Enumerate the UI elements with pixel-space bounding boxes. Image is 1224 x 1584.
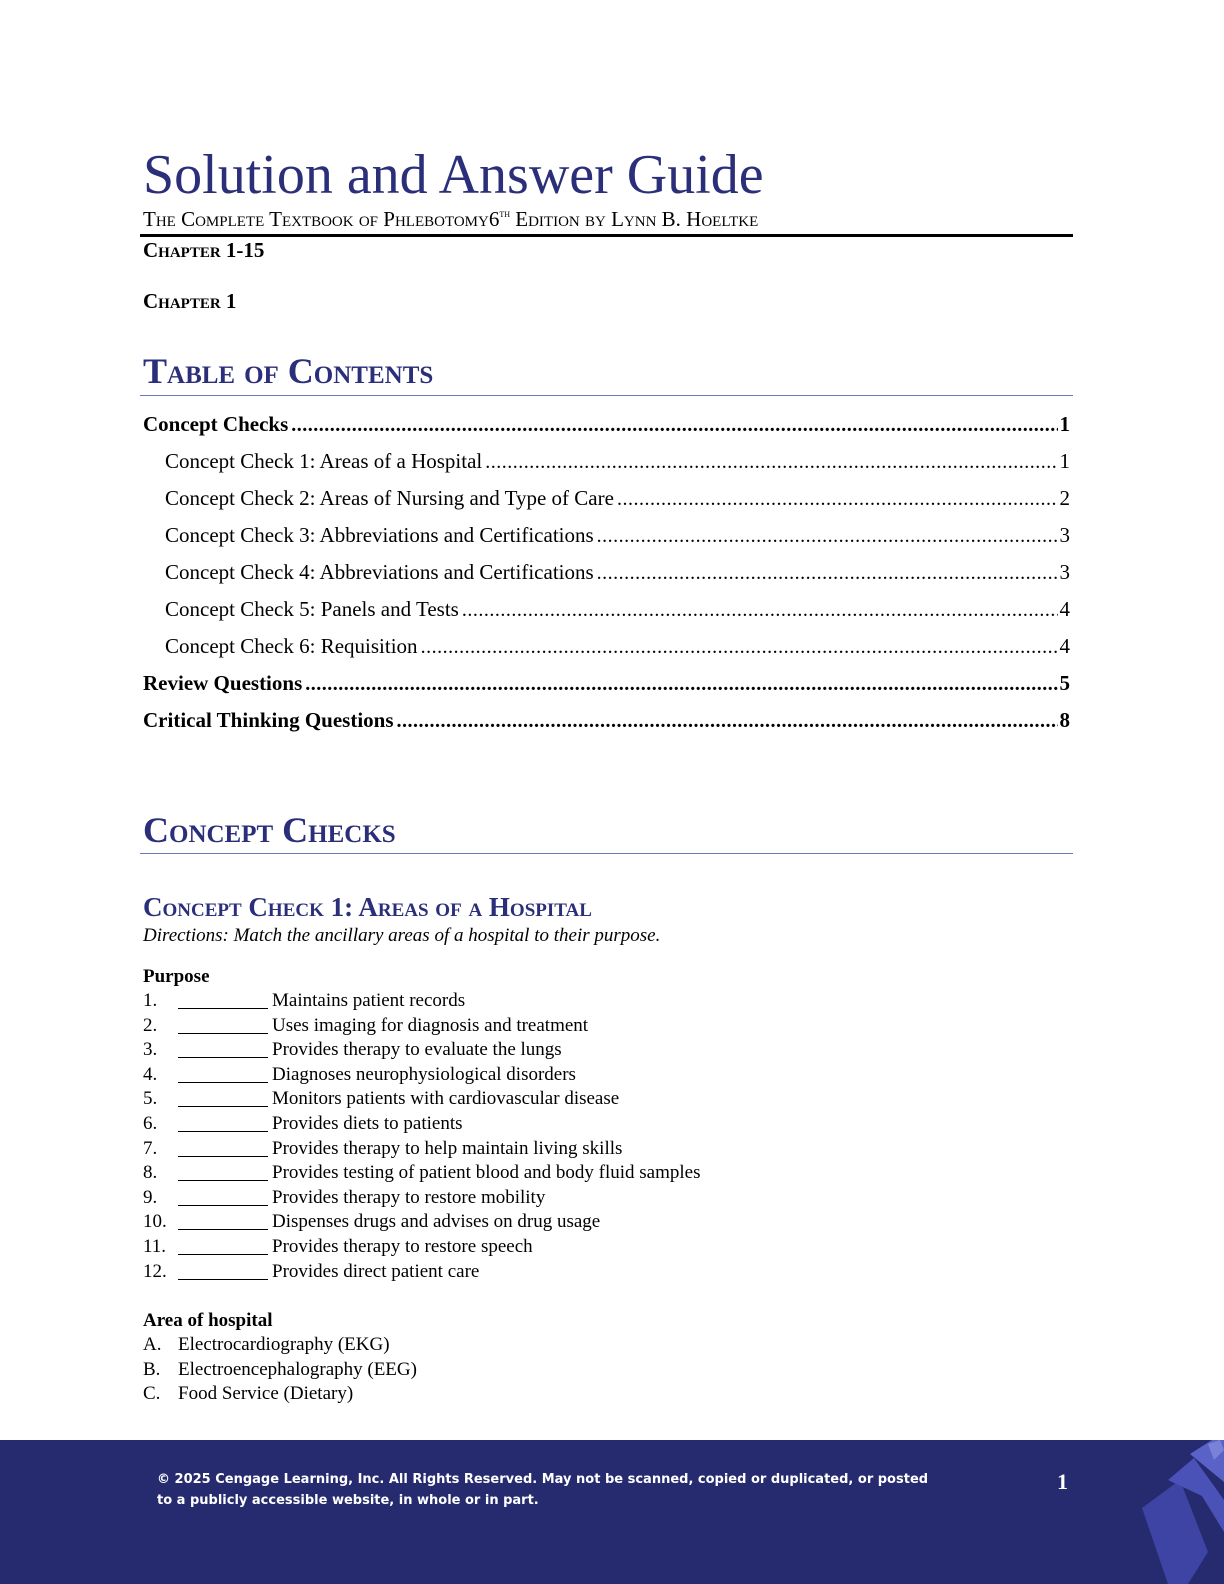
area-item <box>143 1358 417 1383</box>
toc-entry-page: 2 <box>1059 486 1070 510</box>
toc-entry-page: 8 <box>1059 708 1070 732</box>
purpose-text: Provides therapy to help maintain living skills <box>272 1137 623 1159</box>
toc-dot-leader <box>597 555 1058 592</box>
toc-entry-page: 1 <box>1059 449 1070 473</box>
answer-blank[interactable] <box>178 1014 268 1034</box>
purpose-number: 12. <box>143 1260 167 1282</box>
toc-entry[interactable] <box>143 517 1070 554</box>
purpose-item <box>143 1161 701 1186</box>
toc-entry-label: Concept Check 5: Panels and Tests <box>165 597 459 621</box>
toc-entry[interactable] <box>143 628 1070 665</box>
toc-dot-leader <box>597 518 1058 555</box>
toc-entry-page: 4 <box>1059 634 1070 658</box>
purpose-text: Maintains patient records <box>272 990 466 1011</box>
document-title: Solution and Answer Guide <box>143 144 764 206</box>
purpose-item <box>143 1210 701 1235</box>
answer-blank[interactable] <box>178 1112 268 1132</box>
purpose-item <box>143 1186 701 1211</box>
toc-entry[interactable] <box>143 406 1070 443</box>
toc-entry[interactable] <box>143 665 1070 702</box>
purpose-number: 10. <box>143 1211 167 1233</box>
purpose-number: 7. <box>143 1137 158 1159</box>
directions-text: Directions: Match the ancillary areas of a hospital to their purpose. <box>143 925 661 946</box>
answer-blank[interactable] <box>178 1063 268 1083</box>
answer-blank[interactable] <box>178 1210 268 1230</box>
toc-entry-label: Concept Check 3: Abbreviations and Certifications <box>165 523 594 547</box>
toc-entry-page: 3 <box>1059 523 1070 547</box>
page-number: 1 <box>1057 1469 1068 1494</box>
chapter-label: Chapter 1 <box>143 289 237 313</box>
header-rule <box>140 234 1073 237</box>
purpose-number: 11. <box>143 1235 167 1257</box>
answer-blank[interactable] <box>178 989 268 1009</box>
toc-entry-page: 4 <box>1059 597 1070 621</box>
area-text: Electroencephalography (EEG) <box>178 1358 417 1380</box>
subtitle-main: The Complete Textbook of Phlebotomy6 <box>143 207 500 231</box>
toc-entry[interactable] <box>143 480 1070 517</box>
answer-blank[interactable] <box>178 1087 268 1107</box>
answer-blank[interactable] <box>178 1260 268 1280</box>
area-label: Area of hospital <box>143 1310 273 1331</box>
purpose-item <box>143 1063 701 1088</box>
toc-entry[interactable] <box>143 443 1070 480</box>
toc-entry[interactable] <box>143 554 1070 591</box>
purpose-text: Provides therapy to evaluate the lungs <box>272 1039 562 1061</box>
purpose-item <box>143 989 701 1014</box>
area-item <box>143 1333 417 1358</box>
toc-entry-label: Concept Check 2: Areas of Nursing and Type of Care <box>165 486 614 510</box>
toc-dot-leader <box>617 481 1058 518</box>
toc-dot-leader <box>485 444 1057 481</box>
toc-entry-page: 5 <box>1059 671 1070 695</box>
toc-dot-leader <box>421 629 1058 666</box>
toc-dot-leader <box>305 666 1057 703</box>
toc-heading: Table of Contents <box>143 351 434 391</box>
purpose-number: 9. <box>143 1186 158 1208</box>
footer <box>0 1440 1224 1584</box>
toc-dot-leader <box>397 703 1058 740</box>
area-text: Food Service (Dietary) <box>178 1383 354 1405</box>
purpose-item <box>143 1112 701 1137</box>
purpose-item <box>143 1260 701 1285</box>
document-subtitle <box>143 207 758 231</box>
toc-entry-label: Review Questions <box>143 671 303 695</box>
purpose-text: Provides testing of patient blood and body fluid samples <box>272 1162 701 1184</box>
area-list <box>143 1333 417 1407</box>
area-item <box>143 1382 417 1407</box>
toc-dot-leader <box>291 407 1057 444</box>
purpose-text: Uses imaging for diagnosis and treatment <box>272 1014 589 1036</box>
purpose-number: 1. <box>143 990 158 1011</box>
purpose-number: 3. <box>143 1039 158 1061</box>
purpose-text: Provides direct patient care <box>272 1260 480 1282</box>
purpose-text: Monitors patients with cardiovascular disease <box>272 1088 620 1110</box>
toc-entry-page: 3 <box>1059 560 1070 584</box>
purpose-number: 6. <box>143 1112 158 1134</box>
answer-blank[interactable] <box>178 1038 268 1058</box>
table-of-contents <box>143 406 1070 739</box>
concept-checks-heading: Concept Checks <box>143 810 396 850</box>
chapter-range: Chapter 1-15 <box>143 238 265 262</box>
toc-entry-page: 1 <box>1059 412 1070 436</box>
purpose-number: 4. <box>143 1063 158 1085</box>
purpose-list <box>143 989 701 1284</box>
toc-entry-label: Concept Check 1: Areas of a Hospital <box>165 449 483 473</box>
purpose-text: Diagnoses neurophysiological disorders <box>272 1063 576 1085</box>
purpose-item <box>143 1235 701 1260</box>
concept-check-1-heading: Concept Check 1: Areas of a Hospital <box>143 892 592 922</box>
toc-entry-label: Critical Thinking Questions <box>143 708 394 732</box>
purpose-number: 8. <box>143 1162 158 1184</box>
purpose-item <box>143 1038 701 1063</box>
answer-blank[interactable] <box>178 1186 268 1206</box>
toc-entry[interactable] <box>143 702 1070 739</box>
area-letter: C. <box>143 1383 161 1405</box>
toc-dot-leader <box>462 592 1058 629</box>
toc-entry-label: Concept Checks <box>143 412 289 436</box>
subtitle-superscript: th <box>499 206 511 220</box>
answer-blank[interactable] <box>178 1235 268 1255</box>
purpose-number: 2. <box>143 1014 158 1036</box>
toc-entry[interactable] <box>143 591 1070 628</box>
area-letter: B. <box>143 1358 161 1380</box>
purpose-label: Purpose <box>143 966 210 987</box>
purpose-item <box>143 1014 701 1039</box>
purpose-item <box>143 1137 701 1162</box>
answer-blank[interactable] <box>178 1137 268 1157</box>
area-text: Electrocardiography (EKG) <box>178 1334 390 1355</box>
answer-blank[interactable] <box>178 1161 268 1181</box>
subtitle-rest: Edition by Lynn B. Hoeltke <box>510 207 759 231</box>
concept-checks-rule <box>140 853 1073 854</box>
area-letter: A. <box>143 1334 162 1355</box>
copyright-notice: © 2025 Cengage Learning, Inc. All Rights Reserved. May not be scanned, copied or duplicated, or posted to a publicly accessible website, in whole or in part. <box>157 1472 929 1508</box>
cengage-logo-icon <box>1128 1440 1224 1584</box>
purpose-item <box>143 1087 701 1112</box>
toc-entry-label: Concept Check 4: Abbreviations and Certifications <box>165 560 594 584</box>
toc-heading-rule <box>140 395 1073 396</box>
purpose-text: Provides therapy to restore speech <box>272 1235 533 1257</box>
purpose-text: Dispenses drugs and advises on drug usage <box>272 1211 601 1233</box>
toc-entry-label: Concept Check 6: Requisition <box>165 634 418 658</box>
purpose-number: 5. <box>143 1088 158 1110</box>
purpose-text: Provides diets to patients <box>272 1112 463 1134</box>
purpose-text: Provides therapy to restore mobility <box>272 1186 546 1208</box>
